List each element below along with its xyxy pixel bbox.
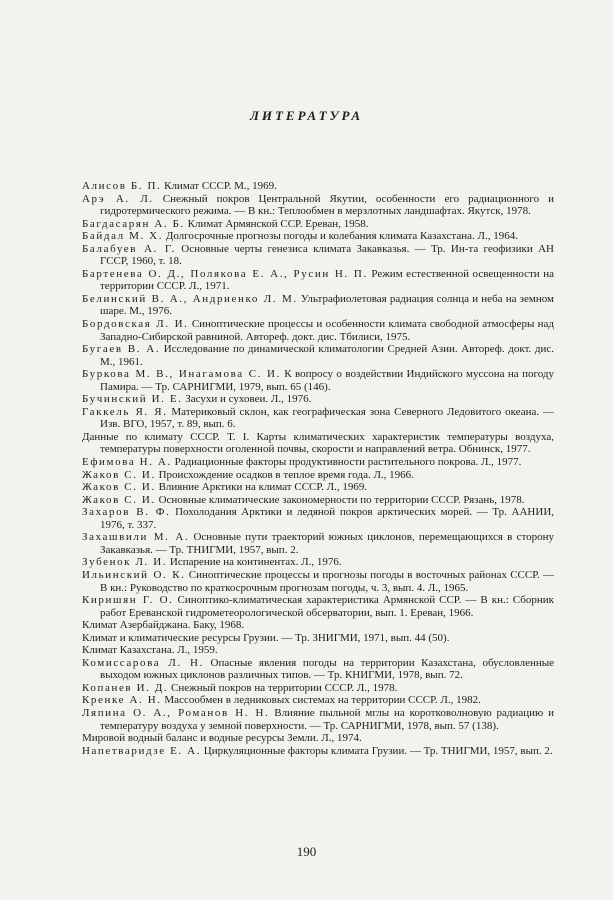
reference-author: Арэ А. Л. — [82, 192, 154, 205]
reference-entry — [82, 230, 554, 243]
reference-entry — [82, 644, 554, 657]
reference-text: Климат Армянской ССР. Ереван, 1958. — [184, 217, 369, 230]
reference-text: Климат Азербайджана. Баку, 1968. — [82, 619, 245, 632]
reference-entry — [82, 318, 554, 343]
reference-entry — [82, 682, 554, 695]
page-number: 190 — [296, 844, 317, 859]
reference-entry — [82, 556, 554, 569]
reference-text: Циркуляционные факторы климата Грузии. — Тр. ТНИГМИ, 1957, вып. 2. — [201, 744, 553, 757]
reference-author: Напетваридзе Е. А. — [82, 744, 201, 757]
reference-text: Происхождение осадков в теплое время года. Л., 1966. — [155, 468, 414, 481]
reference-text: Основные пути траекторий южных циклонов, перемещающихся в сторону Закавказья. — Тр. ТНИГМИ, 1957, вып. 2. — [100, 531, 554, 556]
reference-text: Долгосрочные прогнозы погоды и колебания климата Казахстана. Л., 1964. — [163, 230, 518, 243]
reference-author: Балабуев А. Г. — [82, 242, 176, 255]
reference-entry — [82, 594, 554, 619]
reference-text: Похолодания Арктики и ледяной покров арктических морей. — Тр. ААНИИ, 1976, т. 337. — [100, 506, 555, 531]
reference-text: Климат СССР. М., 1969. — [161, 180, 277, 192]
reference-text: Исследование по динамической климатологии Средней Азии. Автореф. докт. дис. М., 1961. — [100, 343, 554, 368]
reference-text: Мировой водный баланс и водные ресурсы Земли. Л., 1974. — [82, 732, 362, 745]
reference-author: Ильинский О. К. — [82, 568, 186, 581]
reference-entry — [82, 745, 554, 758]
reference-author: Гаккель Я. Я. — [82, 405, 168, 418]
reference-entry — [82, 431, 554, 456]
reference-text: Синоптические процессы и особенности климата свободной атмосферы над Западно-Сибирской равниной. Автореф. докт. дис. Тбилиси, 1975. — [100, 318, 555, 343]
reference-author: Копанев И. Д. — [82, 681, 169, 694]
reference-text: Синоптико-климатическая характеристика Армянской ССР. — В кн.: Сборник работ Ереванской гидрометеорологической обсерватории, вып. 1. Ереван, 1966. — [100, 594, 554, 619]
reference-entry — [82, 657, 554, 682]
reference-author: Захашвили М. А. — [82, 531, 190, 544]
reference-author: Жаков С. И. — [82, 493, 156, 506]
reference-entry — [82, 406, 554, 431]
reference-text: Опасные явления погоды на территории Казахстана, обусловленные выходом южных циклонов различных типов. — Тр. КНИГМИ, 1978, вып. 72. — [100, 656, 555, 682]
reference-entry — [82, 456, 554, 469]
reference-text: Влияние пыльной мглы на коротковолновую радиацию и температуру воздуха у земной поверхности. — Тр. САРНИГМИ, 1978, вып. 57 (138). — [100, 706, 554, 732]
reference-entry — [82, 393, 554, 406]
reference-text: К вопросу о воздействии Индийского муссона на погоду Памира. — Тр. САРНИГМИ, 1979, вып. 65 (146). — [100, 368, 554, 393]
reference-entry — [82, 368, 554, 393]
reference-text: Испарение на континентах. Л., 1976. — [167, 556, 342, 569]
reference-entry — [82, 694, 554, 707]
reference-author: Киришян Г. О. — [82, 594, 174, 607]
reference-entry — [82, 469, 554, 482]
reference-text: Климат Казахстана. Л., 1959. — [82, 644, 218, 657]
reference-entry — [82, 193, 554, 218]
reference-entry — [82, 293, 554, 318]
reference-author: Кренке А. Н. — [82, 694, 162, 707]
reference-author: Бучинский И. Е. — [82, 393, 183, 406]
reference-entry — [82, 180, 554, 193]
reference-entry — [82, 343, 554, 368]
reference-entry — [82, 243, 554, 268]
reference-author: Захаров В. Ф. — [82, 506, 171, 519]
reference-text: Климат и климатические ресурсы Грузии. — Тр. ЗНИГМИ, 1971, вып. 44 (50). — [82, 631, 450, 644]
reference-author: Ляпина О. А., Романов Н. Н. — [82, 706, 270, 719]
reference-text: Основные климатические закономерности по территории СССР. Рязань, 1978. — [155, 493, 525, 506]
reference-text: Радиационные факторы продуктивности растительного покрова. Л., 1977. — [171, 456, 522, 469]
reference-text: Основные черты генезиса климата Закавказья. — Тр. Ин-та геофизики АН ГССР, 1960, т. 18. — [100, 242, 554, 268]
reference-text: Материковый склон, как географическая зона Северного Ледовитого океана. — Изв. ВГО, 1957, т. 89, вып. 6. — [100, 405, 554, 431]
reference-list — [82, 180, 554, 757]
reference-author: Ефимова Н. А. — [82, 456, 172, 469]
reference-text: Влияние Арктики на климат СССР. Л., 1969. — [155, 481, 368, 494]
reference-author: Жаков С. И. — [82, 468, 156, 481]
reference-entry — [82, 481, 554, 494]
reference-text: Снежный покров на территории СССР. Л., 1978. — [168, 681, 398, 694]
reference-author: Комиссарова Л. Н. — [82, 656, 204, 669]
reference-author: Багдасарян А. Б. — [82, 217, 185, 230]
reference-author: Бордовская Л. И. — [82, 318, 189, 331]
reference-author: Буркова М. В., Инагамова С. И. — [82, 368, 281, 381]
reference-entry — [82, 494, 554, 507]
reference-entry — [82, 707, 554, 732]
reference-entry — [82, 218, 554, 231]
reference-entry — [82, 531, 554, 556]
reference-author: Жаков С. И. — [82, 481, 156, 494]
reference-text: Снежный покров Центральной Якутии, особенности его радиационного и гидротермического режима. — В кн.: Теплообмен в мерзлотных ландшафтах. Якутск, 1978. — [100, 192, 554, 218]
reference-author: Алисов Б. П. — [82, 180, 162, 192]
reference-author: Бартенева О. Д., Полякова Е. А., Русин Н. П. — [82, 267, 368, 280]
reference-entry — [82, 632, 554, 645]
page-title: ЛИТЕРАТУРА — [249, 108, 364, 123]
reference-author: Белинский В. А., Андриенко Л. М. — [82, 292, 298, 305]
reference-entry — [82, 506, 554, 531]
reference-text: Режим естественной освещенности на территории СССР. Л., 1971. — [100, 267, 554, 293]
reference-text: Ультрафиолетовая радиация солнца и неба на земном шаре. М., 1976. — [100, 292, 554, 318]
reference-entry — [82, 569, 554, 594]
reference-text: Данные по климату СССР. Т. I. Карты климатических характеристик температуры воздуха, температуры поверхности оголенной почвы, скорости и направлений ветра. Обнинск, 1977. — [82, 430, 554, 456]
reference-text: Массообмен в ледниковых системах на территории СССР. Л., 1982. — [161, 694, 481, 707]
reference-text: Засухи и суховеи. Л., 1976. — [182, 393, 312, 406]
reference-author: Зубенок Л. И. — [82, 556, 168, 569]
reference-entry — [82, 619, 554, 632]
reference-author: Бугаев В. А. — [82, 343, 161, 356]
reference-author: Байдал М. Х. — [82, 230, 164, 243]
reference-entry — [82, 732, 554, 745]
reference-entry — [82, 268, 554, 293]
reference-text: Синоптические процессы и прогнозы погоды в восточных районах СССР. — В кн.: Руководство по краткосрочным прогнозам погоды, ч. 3, вып. 4. Л., 1965. — [100, 568, 554, 594]
